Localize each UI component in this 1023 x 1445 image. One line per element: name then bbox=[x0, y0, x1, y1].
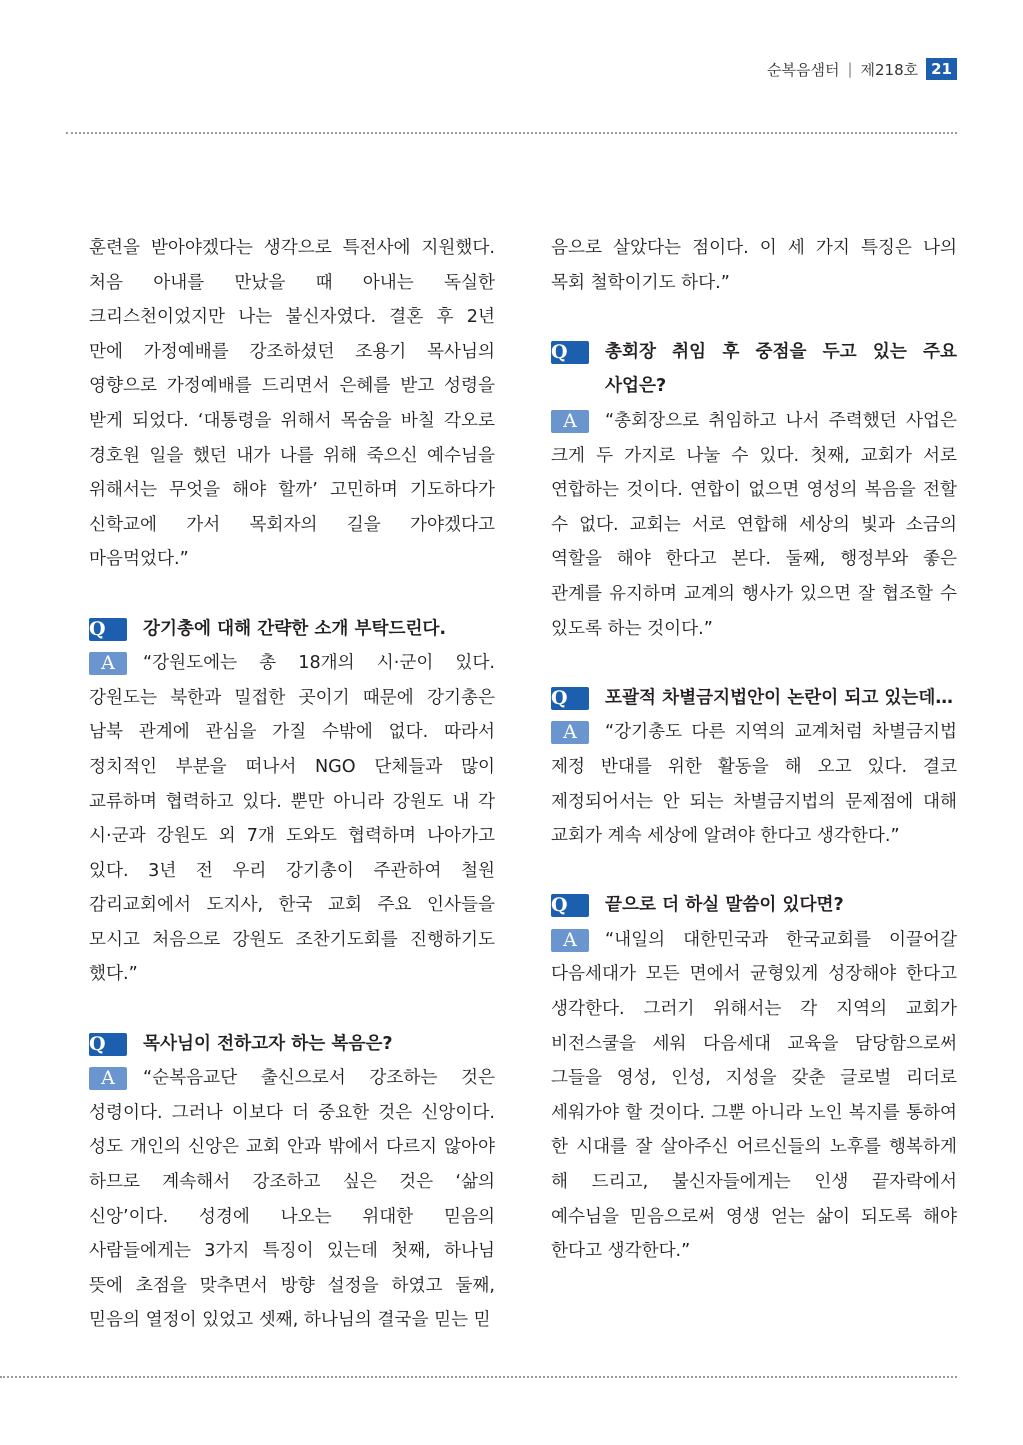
answer bbox=[89, 1061, 495, 1338]
question bbox=[551, 335, 957, 404]
question-text: 총회장 취임 후 중점을 두고 있는 주요 사업은? bbox=[605, 341, 957, 397]
answer-text: “강기총도 다른 지역의 교계처럼 차별금지법 제정 반대를 위한 활동을 해 오고 있다. 결코 제정되어서는 안 되는 차별금지법의 문제점에 대해 교회가 계속 세상에 알려야 한다고 생각한다.” bbox=[551, 722, 957, 847]
header-separator: | bbox=[847, 60, 853, 78]
answer bbox=[551, 715, 957, 853]
a-badge-icon: A bbox=[89, 652, 127, 675]
top-dotted-divider bbox=[66, 132, 957, 134]
q-badge-icon: Q bbox=[551, 687, 589, 710]
left-column bbox=[89, 231, 495, 1338]
answer bbox=[551, 404, 957, 646]
question-text: 강기총에 대해 간략한 소개 부탁드린다. bbox=[143, 618, 447, 639]
right-column bbox=[551, 231, 957, 1269]
answer-text: “강원도에는 총 18개의 시·군이 있다. 강원도는 북한과 밀접한 곳이기 때문에 강기총은 남북 관계에 관심을 가질 수밖에 없다. 따라서 정치적인 부분을 떠나서 NGO 단체들과 많이 교류하며 협력하고 있다. 뿐만 아니라 강원도 내 각 시·군과 강원도 외 7개 도와도 협력하며 나아가고 있다. 3년 전 우리 강기총이 주관하여 철원 감리교회에서 도지사, 한국 교회 주요 인사들을 모시고 처음으로 강원도 조찬기도회를 진행하기도 했다.” bbox=[89, 653, 495, 985]
bottom-dotted-divider bbox=[0, 1376, 957, 1378]
question bbox=[89, 1027, 495, 1062]
magazine-title: 순복음샘터 bbox=[766, 60, 840, 79]
page-header bbox=[767, 58, 957, 80]
a-badge-icon: A bbox=[89, 1067, 127, 1090]
issue-number: 제218호 bbox=[860, 60, 919, 79]
question bbox=[89, 612, 495, 647]
answer bbox=[551, 923, 957, 1269]
answer-text: “순복음교단 출신으로서 강조하는 것은 성령이다. 그러나 이보다 더 중요한 것은 신앙이다. 성도 개인의 신앙은 교회 안과 밖에서 다르지 않아야 하므로 계속해서 강조하고 싶은 것은 ‘삶의 신앙’이다. 성경에 나오는 위대한 믿음의 사람들에게는 3가지 특징이 있는데 첫째, 하나님 뜻에 초점을 맞추면서 방향 설정을 하였고 둘째, 믿음의 열정이 있었고 셋째, 하나님의 결국을 믿는 믿 bbox=[89, 1068, 495, 1331]
a-badge-icon: A bbox=[551, 929, 589, 952]
answer-text: “내일의 대한민국과 한국교회를 이끌어갈 다음세대가 모든 면에서 균형있게 성장해야 한다고 생각한다. 그러기 위해서는 각 지역의 교회가 비전스쿨을 세워 다음세대 교육을 담당함으로써 그들을 영성, 인성, 지성을 갖춘 글로벌 리더로 세워가야 할 것이다. 그뿐 아니라 노인 복지를 통하여 한 시대를 잘 살아주신 어르신들의 노후를 행복하게 해 드리고, 불신자들에게는 인생 끝자락에서 예수님을 믿음으로써 영생 얻는 삶이 되도록 해야 한다고 생각한다.” bbox=[551, 929, 957, 1262]
question-text: 끝으로 더 하실 말씀이 있다면? bbox=[605, 895, 844, 916]
question-text: 포괄적 차별금지법안이 논란이 되고 있는데… bbox=[605, 687, 954, 708]
question bbox=[551, 681, 957, 716]
answer bbox=[89, 646, 495, 992]
a-badge-icon: A bbox=[551, 410, 589, 433]
paragraph: 음으로 살았다는 점이다. 이 세 가지 특징은 나의 목회 철학이기도 하다.” bbox=[551, 238, 957, 293]
question bbox=[551, 888, 957, 923]
q-badge-icon: Q bbox=[551, 894, 589, 917]
a-badge-icon: A bbox=[551, 721, 589, 744]
question-text: 목사님이 전하고자 하는 복음은? bbox=[143, 1033, 393, 1054]
page-number: 21 bbox=[926, 58, 957, 80]
q-badge-icon: Q bbox=[89, 1033, 127, 1056]
q-badge-icon: Q bbox=[551, 341, 589, 364]
q-badge-icon: Q bbox=[89, 618, 127, 641]
answer-text: “총회장으로 취임하고 나서 주력했던 사업은 크게 두 가지로 나눌 수 있다. 첫째, 교회가 서로 연합하는 것이다. 연합이 없으면 영성의 복음을 전할 수 없다. 교회는 서로 연합해 세상의 빛과 소금의 역할을 해야 한다고 본다. 둘째, 행정부와 좋은 관계를 유지하며 교계의 행사가 있으면 잘 협조할 수 있도록 하는 것이다.” bbox=[551, 410, 957, 639]
paragraph: 훈련을 받아야겠다는 생각으로 특전사에 지원했다. 처음 아내를 만났을 때 아내는 독실한 크리스천이었지만 나는 불신자였다. 결혼 후 2년 만에 가정예배를 강조하셨던 조용기 목사님의 영향으로 가정예배를 드리면서 은혜를 받고 성령을 받게 되었다. ‘대통령을 위해서 목숨을 바칠 각오로 경호원 일을 했던 내가 나를 위해 죽으신 예수님을 위해서는 무엇을 해야 할까’ 고민하며 기도하다가 신학교에 가서 목회자의 길을 가야겠다고 마음먹었다.” bbox=[89, 238, 495, 570]
